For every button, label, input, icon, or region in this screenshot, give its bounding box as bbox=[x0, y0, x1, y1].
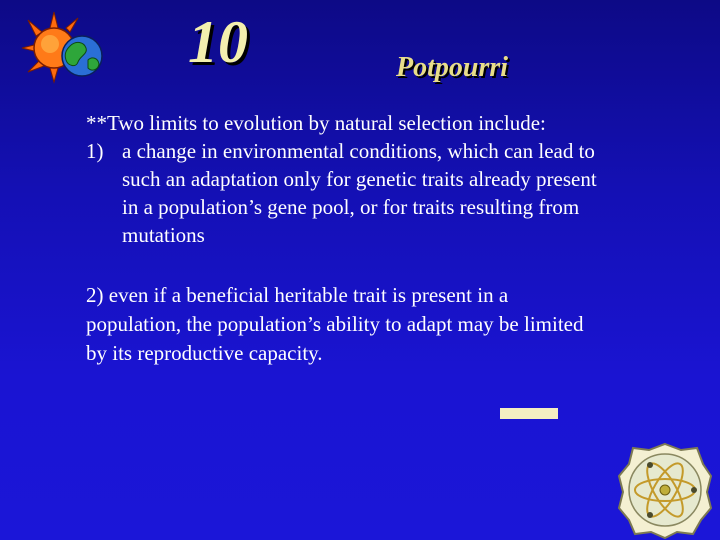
atom-icon bbox=[615, 440, 715, 540]
slide-title: Potpourri bbox=[396, 52, 509, 83]
point-one bbox=[86, 137, 626, 249]
point-one-number: 1) bbox=[86, 139, 104, 163]
point-two-text: 2) even if a beneficial heritable trait is present in a population, the population’s ability to adapt may be limited by its reproductive capacity. bbox=[86, 283, 584, 365]
slide-number: 10 bbox=[188, 9, 248, 75]
sun-globe-icon bbox=[20, 10, 112, 86]
point-one-text: a change in environmental conditions, which can lead to such an adaptation only for genetic traits already present in a population’s gene pool, or for traits resulting from mutations bbox=[122, 139, 597, 247]
decorative-bar bbox=[500, 408, 558, 419]
intro-text: **Two limits to evolution by natural selection include: bbox=[86, 111, 546, 135]
